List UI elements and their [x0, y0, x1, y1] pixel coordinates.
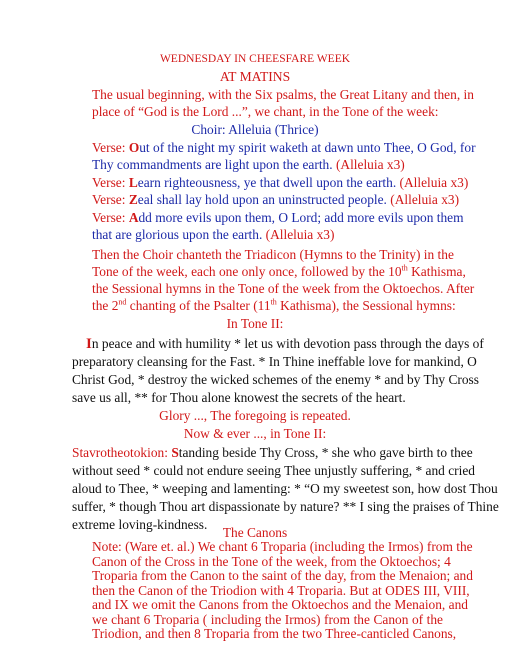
verse-refrain: (Alleluia x3)	[332, 157, 405, 172]
hymn-text: tanding beside Thy Cross, * she who gave birth to thee	[178, 445, 473, 460]
hymn-line: aloud to Thee, * weeping and lamenting: * “O my sweetest son, how dost Thou	[72, 481, 498, 496]
tone-heading: In Tone II:	[226, 316, 284, 331]
ordinal-suffix: th	[401, 263, 408, 273]
verse-initial: A	[128, 210, 139, 225]
hymn-initial: S	[171, 445, 179, 460]
hymn-line: extreme loving-kindness.	[72, 517, 208, 532]
section-heading: AT MATINS	[219, 69, 291, 84]
verse-initial: Z	[128, 192, 138, 207]
verse-label: Verse:	[92, 210, 129, 225]
verse-text: eal shall lay hold upon an uninstructed people.	[137, 192, 387, 207]
note-line: Note: (Ware et. al.) We chant 6 Troparia (including the Irmos) from the	[92, 539, 473, 554]
rubric-text: Kathisma,	[407, 264, 466, 279]
verse-text: ut of the night my spirit waketh at dawn unto Thee, O God, for	[139, 140, 476, 155]
intro-line: The usual beginning, with the Six psalms, the Great Litany and then, in	[92, 87, 474, 102]
glory-line: Glory ..., The foregoing is repeated.	[159, 408, 351, 423]
note-line: and IX we omit the Canons from the Oktoechos and the Menaion, and	[92, 597, 468, 613]
now-line: Now & ever ..., in Tone II:	[183, 426, 327, 441]
hymn-line	[72, 443, 473, 462]
verse-refrain: (Alleluia x3)	[386, 192, 460, 207]
verse-initial: L	[128, 175, 138, 190]
verse-label: Verse:	[92, 175, 129, 190]
canons-heading: The Canons	[222, 525, 288, 541]
page-heading: WEDNESDAY IN CHEESFARE WEEK	[159, 53, 351, 65]
verse-text: dd more evils upon them, O Lord; add more evils upon them	[138, 210, 464, 225]
hymn-line: preparatory cleansing for the Fast. * In Thine ineffable love for mankind, O	[72, 354, 477, 369]
verse-label: Verse:	[92, 192, 129, 207]
verse-line	[92, 190, 459, 209]
hymn-text: n peace and with humility * let us with devotion pass through the days of	[91, 336, 484, 351]
choir-line: Choir: Alleluia (Thrice)	[191, 122, 319, 137]
hymn-line: without seed * could not endure seeing Thee unjustly suffering, * and cried	[72, 463, 475, 478]
note-line: then the Canon of the Triodion with 4 Troparia. But at ODES III, VIII,	[92, 582, 470, 598]
ordinal-suffix: nd	[118, 297, 127, 307]
verse-text: earn righteousness, ye that dwell upon the earth.	[137, 175, 397, 190]
note-line: Troparia from the Canon to the saint of the day, from the Menaion; and	[92, 568, 473, 584]
hymn-line: suffer, * though Thou art dispassionate by nature? ** I sing the praises of Thine	[72, 499, 499, 514]
verse-text: Thy commandments are light upon the earth.	[92, 157, 333, 172]
ordinal-suffix: th	[270, 297, 277, 307]
verse-label: Verse:	[92, 140, 129, 155]
note-line: Triodion, and then 8 Troparia from the two Three-canticled Canons,	[92, 626, 457, 642]
rubric-text: Kathisma), the Sessional hymns:	[276, 298, 456, 313]
verse-refrain: (Alleluia x3)	[396, 175, 469, 190]
rubric-text: the 2	[92, 298, 119, 313]
note-line: Canon of the Cross in the Tone of the week, from the Oktoechos; 4	[92, 553, 451, 569]
rubric-line: the Sessional hymns in the Tone of the week from the Oktoechos. After	[92, 281, 475, 296]
verse-text: that are glorious upon the earth.	[92, 227, 263, 242]
hymn-initial: I	[86, 336, 92, 352]
verse-initial: O	[128, 140, 140, 155]
intro-line: place of “God is the Lord ...”, we chant, in the Tone of the week:	[92, 104, 439, 119]
rubric-line: Then the Choir chanteth the Triadicon (Hymns to the Trinity) in the	[92, 247, 454, 262]
rubric-text: Tone of the week, each one only once, followed by the 10	[92, 264, 402, 279]
stavro-label: Stavrotheotokion:	[72, 445, 172, 460]
verse-line	[92, 225, 334, 244]
rubric-text: chanting of the Psalter (11	[126, 298, 271, 313]
verse-refrain: (Alleluia x3)	[262, 227, 335, 242]
rubric-line	[92, 296, 456, 315]
hymn-line	[72, 334, 484, 354]
note-line: we chant 6 Troparia ( including the Irmos) from the Canon of the	[92, 611, 443, 627]
hymn-line: save us all, ** for Thou alone knowest the secrets of the heart.	[72, 390, 406, 405]
hymn-line: Christ God, * destroy the wicked schemes of the enemy * and by Thy Cross	[72, 372, 479, 387]
verse-line	[92, 155, 405, 174]
